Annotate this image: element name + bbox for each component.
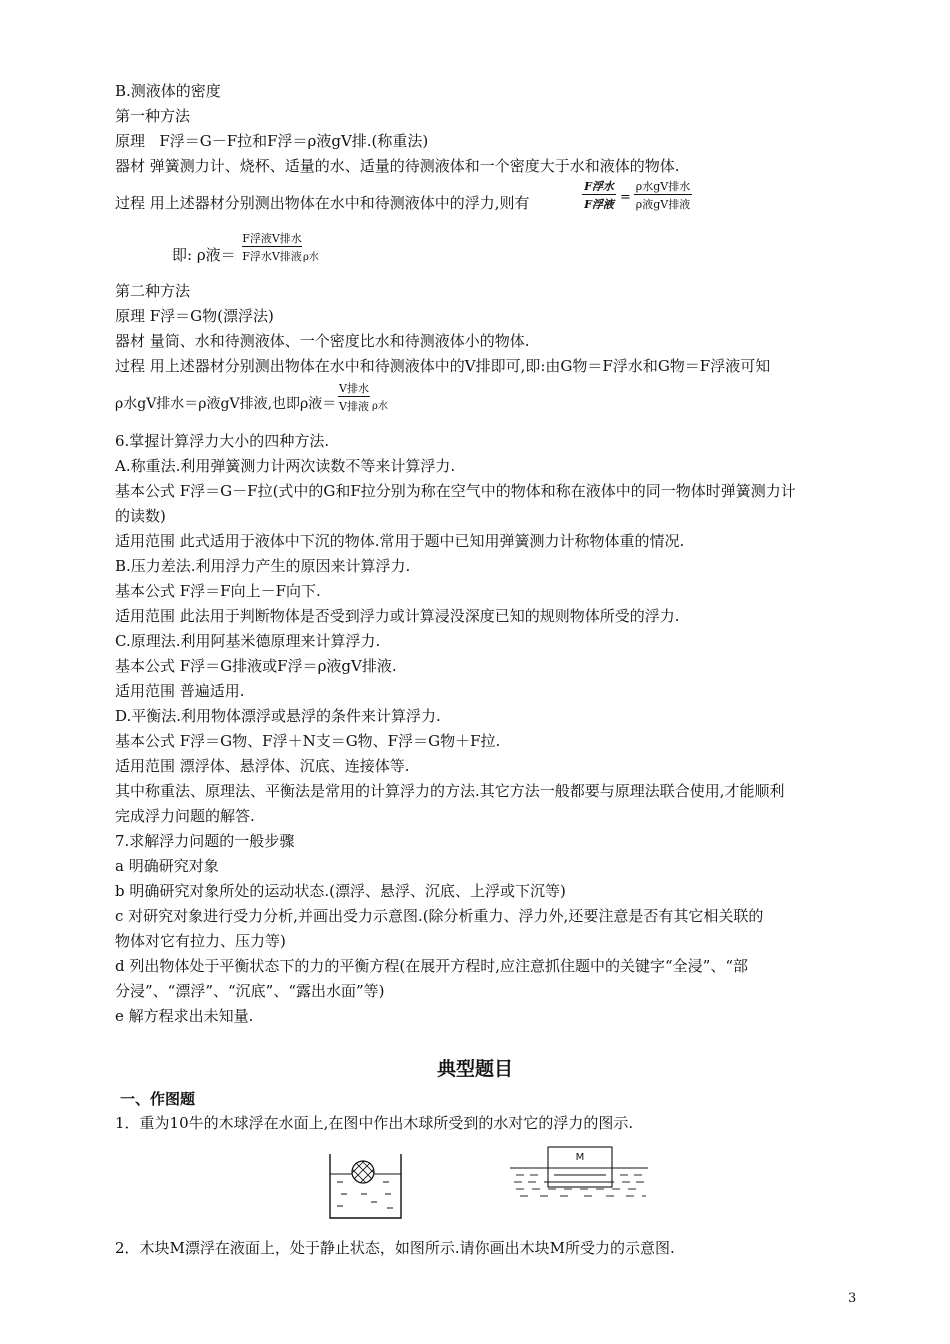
step-a: a 明确研究对象 (115, 857, 219, 875)
wooden-ball (345, 1156, 381, 1190)
formula-prefix: 即: ρ液＝ (172, 246, 236, 264)
equals-sign: = (620, 190, 631, 205)
method-d-scope: 适用范围 漂浮体、悬浮体、沉底、连接体等. (115, 757, 410, 775)
fraction-volume-ratio (338, 380, 370, 416)
step-c: c 对研究对象进行受力分析,并画出受力示意图.(除分析重力、浮力外,还要注意是否有其它相关联的 (115, 907, 764, 925)
method-a-scope: 适用范围 此式适用于液体中下沉的物体.常用于题中已知用弹簧测力计称物体重的情况. (115, 532, 685, 550)
fraction-denominator: F浮液 (584, 198, 614, 211)
step-e: e 解方程求出未知量. (115, 1007, 254, 1025)
fraction-bar (338, 396, 370, 397)
fraction-bar (582, 194, 616, 195)
principle-formula: F浮＝G－F拉和F浮＝ρ液gV排.(称重法) (159, 132, 429, 150)
section-heading: 典型题目 (436, 1058, 513, 1080)
item-seven: 7.求解浮力问题的一般步骤 (115, 832, 295, 850)
method-c-title: C.原理法.利用阿基米德原理来计算浮力. (115, 632, 381, 650)
question-two: 2．木块M漂浮在液面上，处于静止状态，如图所示.请你画出木块M所受力的示意图. (115, 1239, 675, 1257)
item-six: 6.掌握计算浮力大小的四种方法. (115, 432, 330, 450)
question-one: 1．重为10牛的木球浮在水面上,在图中作出木球所受到的水对它的浮力的图示. (115, 1114, 634, 1132)
fraction-buoyancy-ratio (582, 178, 616, 214)
step-d-cont: 分浸”、“漂浮”、“沉底”、“露出水面”等) (115, 982, 385, 1000)
fraction-numerator: F浮水 (584, 180, 614, 193)
equipment-line: 器材 弹簧测力计、烧杯、适量的水、适量的待测液体和一个密度大于水和液体的物体. (115, 157, 680, 175)
method-a-title: A.称重法.利用弹簧测力计两次读数不等来计算浮力. (115, 457, 456, 475)
page-number: 3 (848, 1291, 857, 1306)
equipment-line: 器材 量筒、水和待测液体、一个密度比水和待测液体小的物体. (115, 332, 530, 350)
method-d-formula: 基本公式 F浮＝G物、F浮＋N支＝G物、F浮＝G物＋F拉. (115, 732, 501, 750)
fraction-liquid-density (242, 230, 302, 266)
figure-floating-block (510, 1143, 650, 1205)
process-line: 过程 用上述器材分别测出物体在水中和待测液体中的浮力,则有 (115, 194, 530, 212)
method-c-formula: 基本公式 F浮＝G排液或F浮＝ρ液gV排液. (115, 657, 397, 675)
method-one-title: 第一种方法 (115, 107, 191, 125)
process-line: 过程 用上述器材分别测出物体在水中和待测液体中的V排即可,即:由G物＝F浮水和G物＝F浮液可知 (115, 357, 771, 375)
method-a-formula-cont: 的读数) (115, 507, 166, 525)
step-b: b 明确研究对象所处的运动状态.(漂浮、悬浮、沉底、上浮或下沉等) (115, 882, 566, 900)
method-a-formula: 基本公式 F浮＝G－F拉(式中的G和F拉分别为称在空气中的物体和称在液体中的同一物体时弹簧测力计 (115, 482, 796, 500)
method-c-scope: 适用范围 普遍适用. (115, 682, 245, 700)
subsection-title: B.测液体的密度 (115, 82, 221, 100)
fraction-numerator: F浮液V排水 (242, 232, 302, 245)
fraction-denominator: F浮水V排液 (242, 250, 302, 263)
fraction-numerator: ρ水gV排水 (635, 180, 691, 193)
fraction-density-ratio (634, 178, 692, 214)
water-dashes (337, 1182, 393, 1208)
summary-line: 其中称重法、原理法、平衡法是常用的计算浮力的方法.其它方法一般都要与原理法联合使用,才能顺利 (115, 782, 785, 800)
step-d: d 列出物体处于平衡状态下的力的平衡方程(在展开方程时,应注意抓住题中的关键字“全浸”、“部 (115, 957, 748, 975)
fraction-denominator: ρ液gV排液 (635, 198, 691, 211)
method-d-title: D.平衡法.利用物体漂浮或悬浮的条件来计算浮力. (115, 707, 441, 725)
rho-water-symbol: ρ水 (372, 401, 388, 412)
principle-line (115, 130, 428, 152)
fraction-bar (634, 194, 692, 195)
fraction-denominator: V排液 (339, 400, 369, 413)
principle-line: 原理 F浮＝G物(漂浮法) (115, 307, 274, 325)
fraction-numerator: V排水 (339, 382, 369, 395)
summary-line: 完成浮力问题的解答. (115, 807, 255, 825)
rho-water-symbol: ρ水 (303, 252, 319, 263)
principle-label: 原理 (115, 132, 146, 150)
fraction-bar (242, 246, 302, 247)
method-two-title: 第二种方法 (115, 282, 191, 300)
method-b-scope: 适用范围 此法用于判断物体是否受到浮力或计算浸没深度已知的规则物体所受的浮力. (115, 607, 680, 625)
method-b-formula: 基本公式 F浮＝F向上－F向下. (115, 582, 321, 600)
method-b-title: B.压力差法.利用浮力产生的原因来计算浮力. (115, 557, 411, 575)
section-title: 一、作图题 (120, 1090, 196, 1108)
figure-floating-ball (325, 1150, 407, 1222)
equation-line: ρ水gV排水＝ρ液gV排液,也即ρ液＝ (115, 396, 337, 412)
step-c-cont: 物体对它有拉力、压力等) (115, 932, 286, 950)
block-label: M (575, 1152, 585, 1163)
